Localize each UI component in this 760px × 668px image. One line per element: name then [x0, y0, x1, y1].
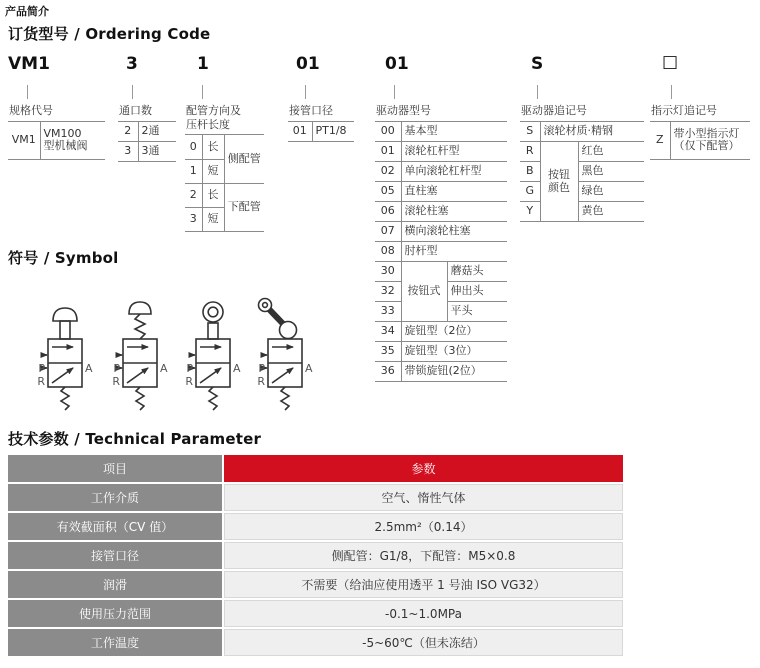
light-code: Z: [650, 122, 670, 160]
param-cell: 侧配管：G1/8，下配管：M5×0.8: [224, 542, 623, 569]
ports-table-title: 通口数: [118, 105, 176, 122]
suffix-color-label-line1: 按钮: [548, 168, 570, 181]
code-segment-ports: 3: [126, 54, 138, 74]
return-spring-icon: [209, 387, 217, 410]
light-desc-line2: （仅下配管）: [673, 139, 740, 153]
item-cell: 工作介质: [8, 484, 222, 511]
table-row: [8, 513, 623, 540]
piping-code: 2: [185, 183, 202, 207]
table-row: [520, 202, 644, 222]
item-cell: 接管口径: [8, 542, 222, 569]
actuator-table-title: 驱动器型号: [375, 105, 507, 122]
table-row: [8, 122, 105, 160]
port-label-p: P: [113, 362, 120, 375]
actuator-desc: 肘杆型: [401, 242, 507, 262]
piping-length: 长: [202, 183, 224, 207]
plunger-stem-icon: [60, 321, 70, 339]
piping-table-title-line2: 压杆长度: [185, 119, 264, 136]
page-corner-label: 产品简介: [5, 5, 49, 18]
port-label-p: P: [38, 362, 45, 375]
table-row: [375, 242, 507, 262]
actuator-code: 33: [375, 302, 401, 322]
piping-length: 长: [202, 135, 224, 159]
table-row: [375, 222, 507, 242]
table-row: [375, 142, 507, 162]
actuator-table: [375, 105, 507, 382]
port-size-table: [288, 105, 354, 142]
ports-table: [118, 105, 176, 162]
light-suffix-table-title: 指示灯追记号: [650, 105, 750, 122]
actuator-desc: 旋钮型（3位）: [401, 342, 507, 362]
table-row: [375, 202, 507, 222]
table-row: [520, 142, 644, 162]
actuator-code: 08: [375, 242, 401, 262]
piping-code: 3: [185, 207, 202, 231]
tick-port-size: [305, 85, 306, 99]
port-label-a: A: [160, 362, 168, 375]
port-label-a: A: [305, 362, 313, 375]
port-label-r: R: [257, 375, 265, 388]
table-row: [288, 122, 354, 142]
table-row: [375, 322, 507, 342]
actuator-desc: 蘑菇头: [447, 262, 507, 282]
port-label-r: R: [112, 375, 120, 388]
spec-code-table-title: 规格代号: [8, 105, 105, 122]
spec-desc-line1: VM100: [43, 126, 82, 140]
return-spring-icon: [136, 387, 144, 410]
tick-light: [671, 85, 672, 99]
header-item-cell: 项目: [8, 455, 222, 482]
suffix-color-desc: 红色: [578, 142, 644, 162]
table-row: [118, 122, 176, 142]
tick-suffix: [537, 85, 538, 99]
piping-length: 短: [202, 207, 224, 231]
suffix-desc: 滚轮材质·精钢: [540, 122, 644, 142]
table-row: [8, 600, 623, 627]
item-cell: 有效截面积（CV 值）: [8, 513, 222, 540]
spring-stem-icon: [135, 314, 145, 339]
tick-ports: [132, 85, 133, 99]
actuator-desc: 伸出头: [447, 282, 507, 302]
piping-code: 1: [185, 159, 202, 183]
actuator-desc: 直柱塞: [401, 182, 507, 202]
piping-group: 下配管: [224, 183, 264, 231]
code-segment-spec: VM1: [8, 54, 50, 74]
port-label-r: R: [37, 375, 45, 388]
ordering-section-title: 订货型号 / Ordering Code: [8, 25, 211, 43]
piping-length: 短: [202, 159, 224, 183]
actuator-suffix-table: [520, 105, 644, 222]
item-cell: 使用压力范围: [8, 600, 222, 627]
actuator-code: 36: [375, 362, 401, 382]
plunger-stem-icon: [208, 323, 218, 339]
roller-icon: [280, 322, 297, 339]
tick-piping: [202, 85, 203, 99]
table-header-row: [8, 455, 623, 482]
piping-group: 侧配管: [224, 135, 264, 183]
spec-code-table: [8, 105, 105, 160]
suffix-color-group-label: [540, 142, 578, 222]
piping-table: [185, 105, 264, 232]
actuator-code: 35: [375, 342, 401, 362]
table-row: [8, 484, 623, 511]
suffix-code: R: [520, 142, 540, 162]
param-cell: 空气、惰性气体: [224, 484, 623, 511]
actuator-code: 32: [375, 282, 401, 302]
port-label-a: A: [233, 362, 241, 375]
actuator-desc: 旋钮型（2位）: [401, 322, 507, 342]
code-segment-piping: 1: [197, 54, 209, 74]
roller-icon: [208, 307, 218, 317]
light-desc-line1: 带小型指示灯: [673, 126, 740, 140]
param-cell: 2.5mm²（0.14）: [224, 513, 623, 540]
port-size-code: 01: [288, 122, 312, 142]
ports-desc: 3通: [138, 142, 176, 162]
actuator-code: 01: [375, 142, 401, 162]
actuator-code: 05: [375, 182, 401, 202]
actuator-code: 06: [375, 202, 401, 222]
piping-code: 0: [185, 135, 202, 159]
port-label-p: P: [258, 362, 265, 375]
technical-parameter-table: [8, 455, 623, 658]
suffix-color-label-line2: 颜色: [548, 180, 570, 194]
piping-table-title-line1: 配管方向及: [186, 104, 241, 117]
symbol-section-title: 符号 / Symbol: [8, 249, 119, 267]
ports-code: 3: [118, 142, 138, 162]
actuator-code: 30: [375, 262, 401, 282]
spec-desc-line2: 型机械阀: [43, 139, 88, 153]
tick-spec: [27, 85, 28, 99]
suffix-code: Y: [520, 202, 540, 222]
table-row: [8, 571, 623, 598]
code-segment-light: □: [662, 52, 679, 72]
ports-code: 2: [118, 122, 138, 142]
actuator-code: 02: [375, 162, 401, 182]
suffix-color-desc: 绿色: [578, 182, 644, 202]
suffix-color-desc: 黑色: [578, 162, 644, 182]
suffix-color-desc: 黄色: [578, 202, 644, 222]
table-row: [185, 135, 264, 159]
table-row: [375, 262, 507, 282]
code-segment-port-size: 01: [296, 54, 320, 74]
light-suffix-table: [650, 105, 750, 160]
lever-ring-icon: [259, 299, 272, 312]
table-row: [185, 183, 264, 207]
mushroom-cap-icon: [53, 308, 77, 321]
actuator-code: 34: [375, 322, 401, 342]
table-row: [118, 142, 176, 162]
port-label-r: R: [185, 375, 193, 388]
ports-desc: 2通: [138, 122, 176, 142]
actuator-suffix-table-title: 驱动器追记号: [520, 105, 644, 122]
actuator-desc: 滚轮杠杆型: [401, 142, 507, 162]
param-cell: -5~60℃（但未冻结）: [224, 629, 623, 656]
actuator-desc: 带锁旋钮(2位）: [401, 362, 507, 382]
actuator-desc: 横向滚轮柱塞: [401, 222, 507, 242]
technical-section-title: 技术参数 / Technical Parameter: [8, 430, 262, 448]
port-size-table-title: 接管口径: [288, 105, 354, 122]
table-row: [650, 122, 750, 160]
roller-icon: [203, 302, 223, 322]
actuator-code: 07: [375, 222, 401, 242]
actuator-desc: 滚轮柱塞: [401, 202, 507, 222]
actuator-code: 00: [375, 122, 401, 142]
table-row: [520, 122, 644, 142]
port-label-p: P: [186, 362, 193, 375]
item-cell: 润滑: [8, 571, 222, 598]
spec-code: VM1: [8, 122, 40, 160]
item-cell: 工作温度: [8, 629, 222, 656]
table-row: [375, 122, 507, 142]
port-label-a: A: [85, 362, 93, 375]
suffix-code: S: [520, 122, 540, 142]
actuator-desc: 平头: [447, 302, 507, 322]
mushroom-cap-icon: [129, 302, 151, 314]
table-row: [375, 182, 507, 202]
code-segment-suffix: S: [531, 54, 544, 74]
roller-lever-valve-symbol: [242, 293, 334, 415]
table-row: [8, 542, 623, 569]
table-row: [375, 362, 507, 382]
param-cell: 不需要（给油应使用透平 1 号油 ISO VG32）: [224, 571, 623, 598]
light-desc: [670, 122, 750, 160]
code-segment-actuator: 01: [385, 54, 409, 74]
actuator-desc: 单向滚轮杠杆型: [401, 162, 507, 182]
suffix-code: G: [520, 182, 540, 202]
param-cell: -0.1~1.0MPa: [224, 600, 623, 627]
return-spring-icon: [281, 387, 289, 410]
port-size-desc: PT1/8: [312, 122, 354, 142]
table-row: [375, 342, 507, 362]
header-param-cell: 参数: [224, 455, 623, 482]
actuator-button-group-label: 按钮式: [401, 262, 447, 322]
table-row: [520, 182, 644, 202]
table-row: [520, 162, 644, 182]
actuator-desc: 基本型: [401, 122, 507, 142]
tick-actuator: [394, 85, 395, 99]
spec-desc: [40, 122, 105, 160]
suffix-code: B: [520, 162, 540, 182]
return-spring-icon: [61, 387, 69, 410]
table-row: [8, 629, 623, 656]
table-row: [375, 162, 507, 182]
